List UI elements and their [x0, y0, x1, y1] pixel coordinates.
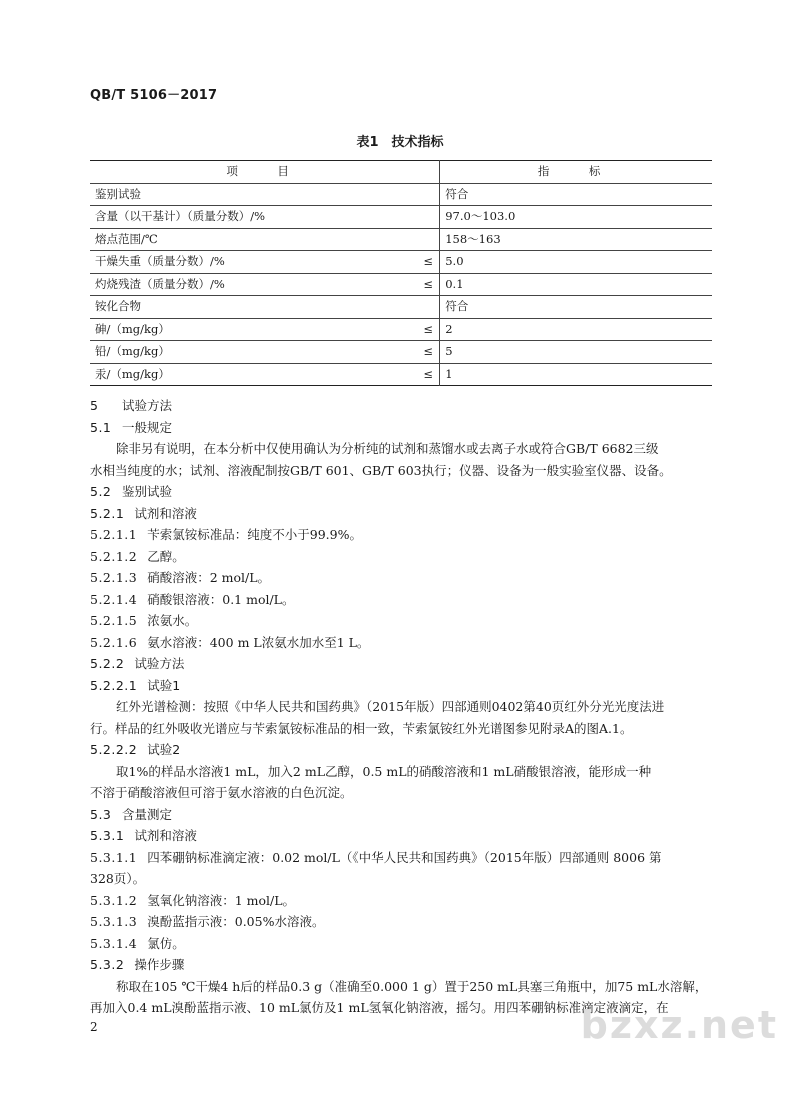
spec-item: 熔点范围/℃	[90, 228, 417, 251]
standard-code: QB/T 5106－2017	[90, 88, 218, 103]
paragraph: 称取在105 ℃干燥4 h后的样品0.3 g（准确至0.000 1 g）置于250 mL具塞三角瓶中，加75 mL水溶解，	[116, 978, 708, 994]
spec-symbol: ≤	[417, 341, 440, 364]
spec-symbol: ≤	[417, 251, 440, 274]
table-row	[90, 206, 712, 229]
column-header-value: 指 标	[440, 161, 712, 184]
paragraph-continuation: 再加入0.4 mL溴酚蓝指示液、10 mL氯仿及1 mL氢氧化钠溶液，摇匀。用四苯硼钠标准滴定液滴定，在	[90, 1000, 669, 1015]
subsection-heading: 5.2.1 试剂和溶液	[90, 505, 197, 521]
paragraph-continuation: 行。样品的红外吸收光谱应与苄索氯铵标准品的相一致，苄索氯铵红外光谱图参见附录A的图A.1。	[90, 720, 633, 736]
spec-item: 干燥失重（质量分数）/%	[90, 251, 417, 274]
list-item: 5.3.1.1 四苯硼钠标准滴定液：0.02 mol/L（《中华人民共和国药典》（2015年版）四部通则 8006 第	[90, 849, 662, 865]
table-row	[90, 363, 712, 386]
section-heading: 5.1 一般规定	[90, 419, 173, 435]
column-header-item: 项 目	[90, 161, 440, 184]
table-row	[90, 183, 712, 206]
document-body	[90, 395, 714, 1019]
list-item: 5.3.1.4 氯仿。	[90, 935, 185, 951]
table-title: 表1 技术指标	[356, 135, 444, 150]
table-row	[90, 251, 712, 274]
subsection-heading: 5.3.1 试剂和溶液	[90, 828, 197, 843]
spec-symbol: ≤	[417, 363, 440, 386]
spec-item: 灼烧残渣（质量分数）/%	[90, 273, 417, 296]
spec-item: 砷/（mg/kg）	[90, 318, 417, 341]
spec-value: 5.0	[440, 251, 712, 274]
spec-item: 含量（以干基计）（质量分数）/%	[90, 206, 417, 229]
list-item: 5.2.1.5 浓氨水。	[90, 613, 198, 628]
table-row	[90, 341, 712, 364]
section-heading: 5 试验方法	[90, 398, 173, 413]
table-header-row	[90, 161, 712, 184]
subsubsection-heading: 5.2.2.2 试验2	[90, 742, 181, 757]
list-item: 5.2.1.1 苄索氯铵标准品：纯度不小于99.9%。	[90, 527, 362, 542]
table-row	[90, 318, 712, 341]
table-row	[90, 228, 712, 251]
spec-symbol	[417, 206, 440, 229]
spec-value: 158～163	[440, 228, 712, 251]
subsection-heading: 5.3.2 操作步骤	[90, 957, 185, 972]
list-item: 5.2.1.2 乙醇。	[90, 548, 185, 564]
subsection-heading: 5.2.2 试验方法	[90, 656, 185, 671]
spec-item: 铅/（mg/kg）	[90, 341, 417, 364]
list-item: 5.2.1.3 硝酸溶液：2 mol/L。	[90, 570, 271, 585]
spec-item: 鉴别试验	[90, 183, 417, 206]
paragraph: 红外光谱检测：按照《中华人民共和国药典》（2015年版）四部通则0402第40页红外分光光度法进	[116, 699, 665, 714]
list-item: 5.2.1.6 氨水溶液：400 m L浓氨水加水至1 L。	[90, 634, 370, 650]
spec-symbol	[417, 296, 440, 319]
subsubsection-heading: 5.2.2.1 试验1	[90, 677, 181, 693]
spec-value: 97.0～103.0	[440, 206, 712, 229]
table-row	[90, 296, 712, 319]
spec-item: 汞/（mg/kg）	[90, 363, 417, 386]
page-number: 2	[90, 1020, 98, 1034]
technical-spec-table	[90, 160, 712, 386]
spec-symbol	[417, 228, 440, 251]
paragraph: 取1%的样品水溶液1 mL，加入2 mL乙醇，0.5 mL的硝酸溶液和1 mL硝酸银溶液，能形成一种	[116, 763, 652, 779]
spec-value: 5	[440, 341, 712, 364]
paragraph-continuation: 不溶于硝酸溶液但可溶于氨水溶液的白色沉淀。	[90, 785, 353, 800]
spec-value: 1	[440, 363, 712, 386]
list-item: 5.3.1.3 溴酚蓝指示液：0.05%水溶液。	[90, 914, 325, 929]
spec-symbol	[417, 183, 440, 206]
section-heading: 5.3 含量测定	[90, 806, 173, 822]
table-row	[90, 273, 712, 296]
section-heading: 5.2 鉴别试验	[90, 484, 173, 499]
list-item: 5.3.1.2 氢氧化钠溶液：1 mol/L。	[90, 892, 296, 908]
paragraph-continuation: 水相当纯度的水；试剂、溶液配制按GB/T 601、GB/T 603执行；仪器、设备为一般实验室仪器、设备。	[90, 462, 672, 478]
paragraph: 除非另有说明，在本分析中仅使用确认为分析纯的试剂和蒸馏水或去离子水或符合GB/T 6682三级	[116, 441, 659, 456]
spec-value: 0.1	[440, 273, 712, 296]
watermark: bzxz.net	[580, 1003, 778, 1047]
spec-value: 符合	[440, 183, 712, 206]
paragraph-continuation: 328页）。	[90, 871, 146, 886]
spec-value: 符合	[440, 296, 712, 319]
spec-value: 2	[440, 318, 712, 341]
spec-symbol: ≤	[417, 273, 440, 296]
spec-symbol: ≤	[417, 318, 440, 341]
spec-item: 铵化合物	[90, 296, 417, 319]
list-item: 5.2.1.4 硝酸银溶液：0.1 mol/L。	[90, 591, 295, 607]
